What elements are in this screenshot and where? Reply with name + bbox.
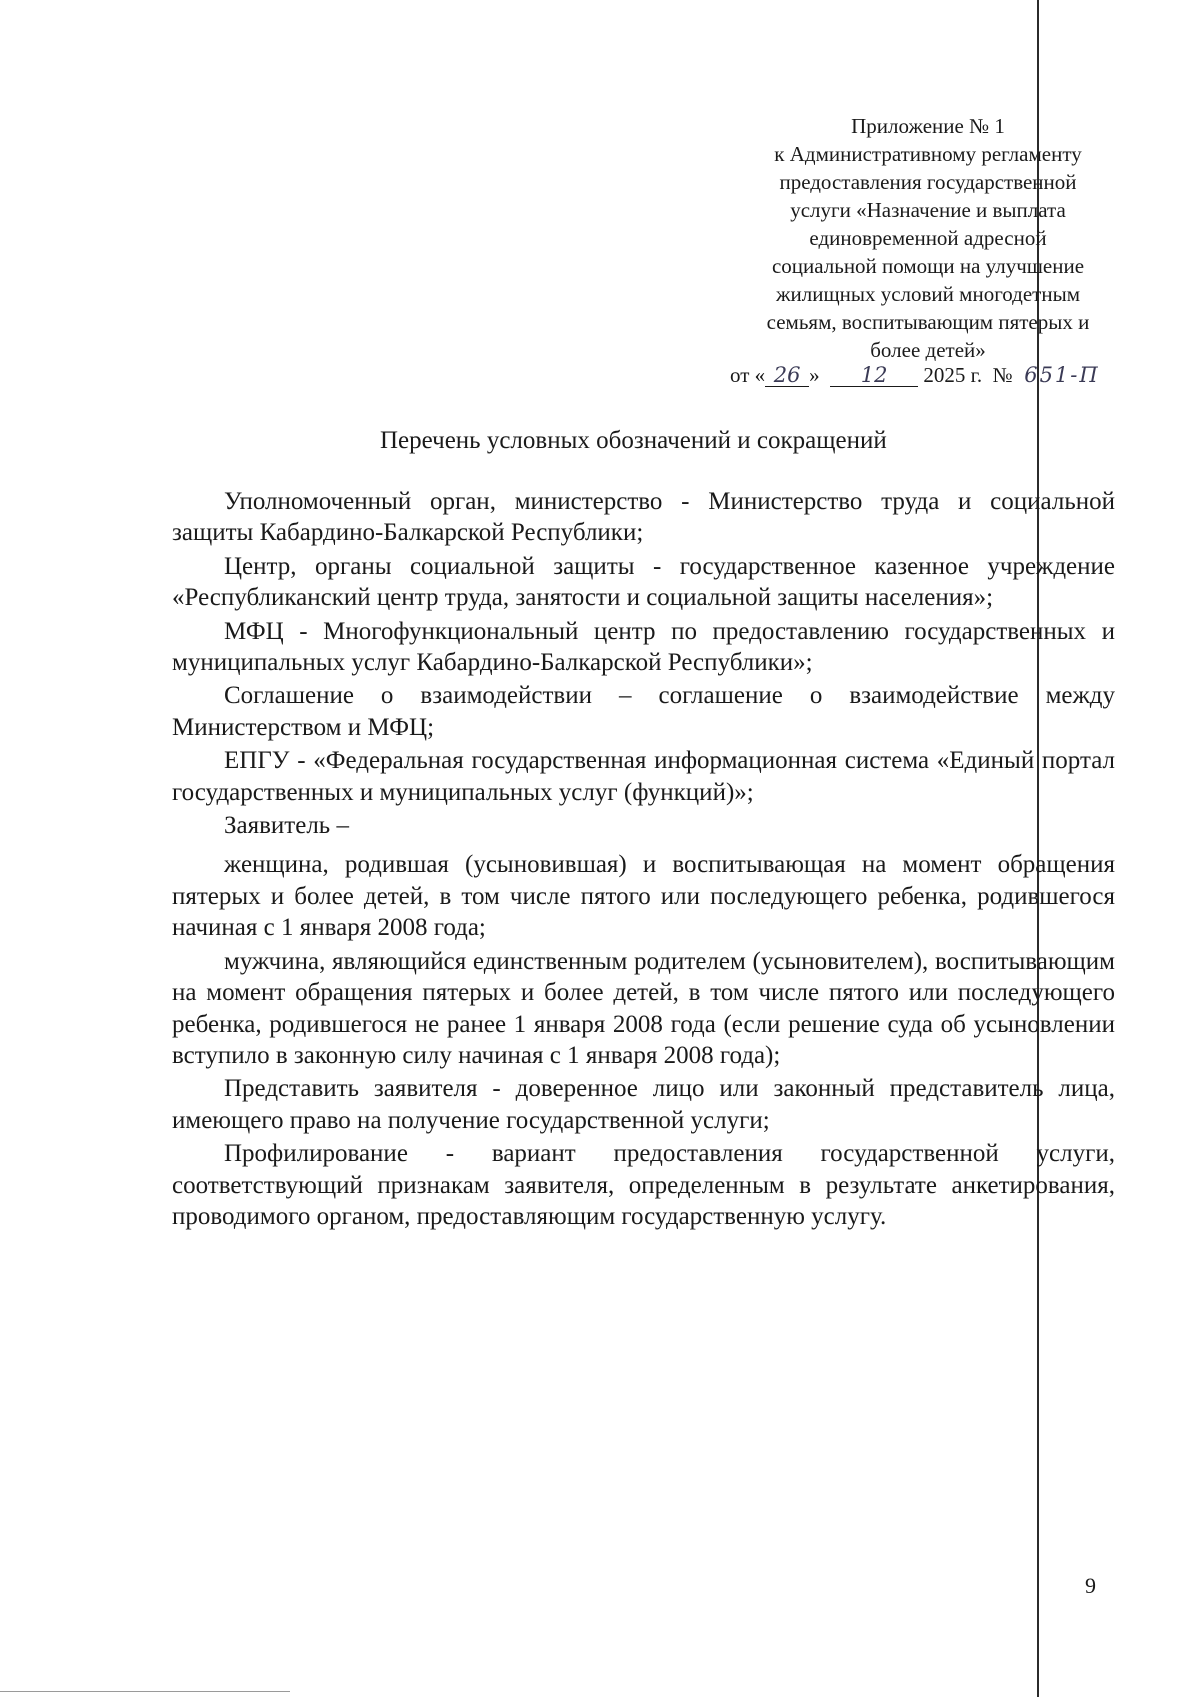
appendix-header-line: более детей» (870, 338, 986, 362)
definition-paragraph: мужчина, являющийся единственным родителем (усыновителем), воспитывающим на момент обращения пятерых и более детей, в том числе пятого или последующего ребенка, родившегося не ранее 1 января 2008 года (если решение суда об усыновлении вступило в законную силу начиная с 1 января 2008 года); (172, 947, 1115, 1069)
document-body (172, 486, 1115, 1234)
number-prefix: № (992, 363, 1013, 387)
appendix-header (718, 112, 1138, 364)
appendix-header-line: предоставления государственной (779, 170, 1077, 194)
handwritten-day: 26 (765, 364, 809, 387)
date-mid: » (809, 363, 820, 387)
appendix-header-line: Приложение № 1 (851, 114, 1005, 138)
definition-paragraph: Представить заявителя - доверенное лицо или законный представитель лица, имеющего право на получение государственной услуги; (172, 1075, 1115, 1134)
page-number: 9 (1085, 1573, 1096, 1598)
definition-paragraph: Уполномоченный орган, министерство - Министерство труда и социальной защиты Кабардино-Балкарской Республики; (172, 488, 1115, 547)
appendix-header-line: услуги «Назначение и выплата (790, 198, 1066, 222)
definition-paragraph: Центр, органы социальной защиты - государственное казенное учреждение «Республиканский центр труда, занятости и социальной защиты населения»; (172, 552, 1115, 612)
date-year: 2025 г. (923, 363, 983, 387)
appendix-header-line: жилищных условий многодетным (775, 282, 1080, 306)
definition-paragraph: ЕПГУ - «Федеральная государственная информационная система «Единый портал государственных и муниципальных услуг (функций)»; (172, 747, 1115, 806)
scan-artifact-bottom-line (0, 1691, 290, 1692)
appendix-header-line: к Административному регламенту (774, 142, 1082, 166)
appendix-header-line: семьям, воспитывающим пятерых и (766, 310, 1090, 334)
approval-date-line (730, 361, 1130, 389)
definition-paragraph: Соглашение о взаимодействии – соглашение о взаимодействие между Министерством и МФЦ; (172, 682, 1115, 741)
definition-paragraph: МФЦ - Многофункциональный центр по предоставлению государственных и муниципальных услуг Кабардино-Балкарской Республики»; (172, 617, 1115, 677)
definition-paragraph: женщина, родившая (усыновившая) и воспитывающая на момент обращения пятерых и более детей, в том числе пятого или последующего ребенка, родившегося начиная с 1 января 2008 года; (172, 851, 1115, 942)
appendix-header-line: единовременной адресной (809, 226, 1047, 250)
date-prefix: от « (730, 363, 766, 387)
appendix-header-line: социальной помощи на улучшение (771, 254, 1085, 278)
handwritten-document-number: 651-П (1024, 363, 1100, 387)
handwritten-month: 12 (830, 364, 918, 387)
definition-paragraph: Профилирование - вариант предоставления государственной услуги, соответствующий признакам заявителя, определенным в результате анкетирования, проводимого органом, предоставляющим государственную услугу. (172, 1140, 1115, 1230)
document-title: Перечень условных обозначений и сокращений (380, 427, 887, 454)
definition-paragraph: Заявитель – (224, 812, 349, 840)
